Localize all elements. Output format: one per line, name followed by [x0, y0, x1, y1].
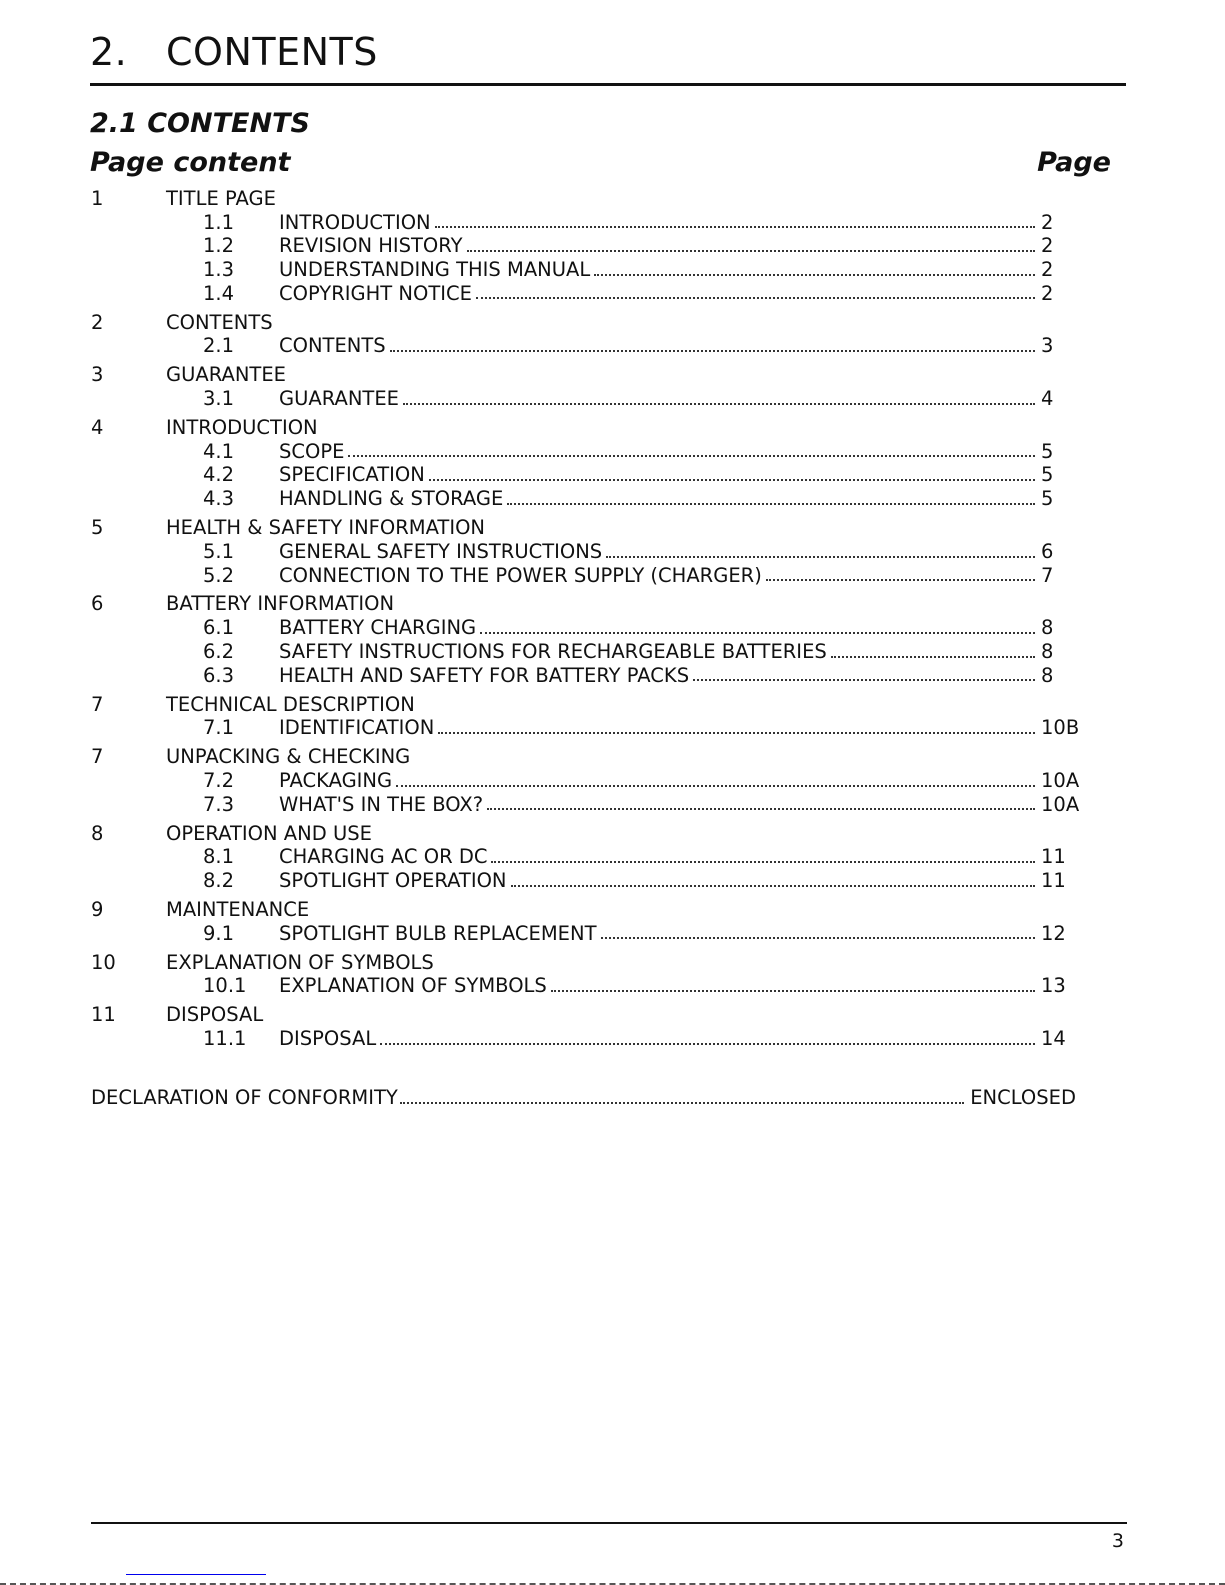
toc-entry[interactable]: [91, 640, 1091, 664]
chapter-title: CONTENTS: [166, 30, 378, 74]
entry-title: CONTENTS: [279, 334, 386, 358]
section-number: 11: [91, 1003, 116, 1027]
section-title: EXPLANATION OF SYMBOLS: [166, 950, 434, 974]
entry-title: PACKAGING: [279, 768, 393, 792]
section-title: GUARANTEE: [166, 363, 286, 387]
dot-leader: [549, 974, 1039, 998]
entry-number: 1.3: [203, 258, 235, 282]
entry-number: 3.1: [203, 387, 235, 411]
column-header-page: Page: [1037, 147, 1111, 178]
entry-page: 2: [1041, 281, 1054, 305]
toc-section[interactable]: [91, 311, 1091, 335]
entry-page: 11: [1041, 845, 1066, 869]
dot-leader: [401, 387, 1039, 411]
toc-entry[interactable]: [91, 845, 1091, 869]
footer-page-number: 3: [1111, 1530, 1124, 1552]
toc-entry[interactable]: [91, 922, 1091, 946]
toc-section[interactable]: [91, 363, 1091, 387]
entry-number: 2.1: [203, 334, 235, 358]
section-title: INTRODUCTION: [166, 416, 318, 440]
declaration-page: ENCLOSED: [970, 1086, 1076, 1109]
toc-section[interactable]: [91, 745, 1091, 769]
entry-page: 2: [1041, 234, 1054, 258]
entry-number: 4.3: [203, 487, 235, 511]
dot-leader: [388, 334, 1039, 358]
entry-page: 5: [1041, 439, 1054, 463]
dot-leader: [485, 793, 1039, 817]
toc-section[interactable]: [91, 822, 1091, 846]
entry-title: CHARGING AC OR DC: [279, 845, 488, 869]
entry-title: INTRODUCTION: [279, 210, 431, 234]
dot-leader: [829, 640, 1039, 664]
toc-entry[interactable]: [91, 334, 1091, 358]
page-title: [90, 30, 378, 74]
toc-section[interactable]: [91, 416, 1091, 440]
entry-number: 6.2: [203, 639, 235, 663]
toc-section[interactable]: [91, 898, 1091, 922]
declaration-title: DECLARATION OF CONFORMITY: [91, 1086, 398, 1109]
entry-page: 10A: [1041, 768, 1080, 792]
section-number: 3: [91, 363, 104, 387]
toc-entry[interactable]: [91, 487, 1091, 511]
section-title: DISPOSAL: [166, 1003, 264, 1027]
toc-section[interactable]: [91, 693, 1091, 717]
dot-leader: [489, 845, 1039, 869]
dot-leader: [436, 716, 1039, 740]
section-title: HEALTH & SAFETY INFORMATION: [166, 516, 486, 540]
entry-number: 6.3: [203, 663, 235, 687]
link-underline: [126, 1574, 266, 1575]
toc-entry[interactable]: [91, 664, 1091, 688]
section-number: 9: [91, 897, 104, 921]
section-heading: 2.1 CONTENTS: [90, 108, 310, 139]
entry-title: REVISION HISTORY: [279, 234, 463, 258]
entry-title: UNDERSTANDING THIS MANUAL: [279, 258, 591, 282]
entry-title: HEALTH AND SAFETY FOR BATTERY PACKS: [279, 663, 690, 687]
entry-page: 10A: [1041, 792, 1080, 816]
section-title: TITLE PAGE: [166, 187, 276, 210]
section-number: 7: [91, 692, 104, 716]
entry-title: SCOPE: [279, 439, 345, 463]
toc-section[interactable]: [91, 187, 1091, 211]
dot-leader: [465, 234, 1040, 258]
entry-page: 11: [1041, 868, 1066, 892]
section-title: BATTERY INFORMATION: [166, 592, 395, 616]
dot-leader: [394, 769, 1039, 793]
section-number: 2: [91, 310, 104, 334]
table-of-contents: [91, 187, 1091, 1051]
toc-entry[interactable]: [91, 387, 1091, 411]
toc-entry[interactable]: [91, 1027, 1091, 1051]
dot-leader: [433, 211, 1039, 235]
entry-page: 5: [1041, 463, 1054, 487]
entry-number: 7.1: [203, 716, 235, 740]
entry-page: 2: [1041, 210, 1054, 234]
entry-number: 10.1: [203, 974, 247, 998]
chapter-number: 2.: [90, 30, 128, 74]
toc-entry[interactable]: [91, 974, 1091, 998]
footer-divider: [91, 1522, 1127, 1524]
toc-entry[interactable]: [91, 440, 1091, 464]
section-number: 7: [91, 745, 104, 769]
dot-leader: [378, 1027, 1039, 1051]
dot-leader: [509, 869, 1039, 893]
entry-page: 2: [1041, 258, 1054, 282]
entry-title: HANDLING & STORAGE: [279, 487, 504, 511]
dot-leader: [427, 463, 1039, 487]
toc-entry[interactable]: [91, 793, 1091, 817]
toc-entry[interactable]: [91, 716, 1091, 740]
dot-leader: [691, 664, 1039, 688]
section-title: MAINTENANCE: [166, 897, 310, 921]
entry-title: GENERAL SAFETY INSTRUCTIONS: [279, 539, 603, 563]
toc-entry[interactable]: [91, 234, 1091, 258]
section-number: 4: [91, 416, 104, 440]
entry-number: 8.1: [203, 845, 235, 869]
entry-title: SAFETY INSTRUCTIONS FOR RECHARGEABLE BATTERIES: [279, 639, 827, 663]
entry-page: 7: [1041, 563, 1054, 587]
dot-leader: [604, 540, 1039, 564]
toc-declaration-row[interactable]: [91, 1086, 1076, 1110]
entry-number: 6.1: [203, 616, 235, 640]
entry-page: 14: [1041, 1026, 1066, 1050]
toc-section[interactable]: [91, 516, 1091, 540]
dot-leader: [346, 440, 1039, 464]
toc-entry[interactable]: [91, 769, 1091, 793]
entry-title: DISPOSAL: [279, 1026, 377, 1050]
section-number: 5: [91, 516, 104, 540]
toc-entry[interactable]: [91, 211, 1091, 235]
entry-page: 13: [1041, 974, 1066, 998]
entry-number: 4.1: [203, 439, 235, 463]
entry-number: 8.2: [203, 868, 235, 892]
toc-entry[interactable]: [91, 258, 1091, 282]
toc-entry[interactable]: [91, 540, 1091, 564]
entry-title: IDENTIFICATION: [279, 716, 435, 740]
entry-page: 4: [1041, 387, 1054, 411]
toc-entry[interactable]: [91, 282, 1091, 306]
entry-page: 5: [1041, 487, 1054, 511]
dot-leader: [474, 282, 1039, 306]
entry-number: 11.1: [203, 1026, 247, 1050]
entry-page: 8: [1041, 616, 1054, 640]
entry-page: 3: [1041, 334, 1054, 358]
entry-title: BATTERY CHARGING: [279, 616, 477, 640]
toc-section[interactable]: [91, 592, 1091, 616]
toc-entry[interactable]: [91, 869, 1091, 893]
column-header-content: Page content: [90, 147, 291, 178]
dot-leader: [592, 258, 1039, 282]
dot-leader: [764, 564, 1039, 588]
entry-page: 12: [1041, 921, 1066, 945]
toc-entry[interactable]: [91, 463, 1091, 487]
header-divider: [90, 83, 1126, 86]
entry-page: 8: [1041, 663, 1054, 687]
entry-number: 7.2: [203, 768, 235, 792]
dot-leader: [599, 922, 1039, 946]
toc-entry[interactable]: [91, 564, 1091, 588]
section-number: 6: [91, 592, 104, 616]
entry-title: SPOTLIGHT OPERATION: [279, 868, 507, 892]
entry-title: COPYRIGHT NOTICE: [279, 281, 472, 305]
section-title: OPERATION AND USE: [166, 821, 372, 845]
entry-number: 7.3: [203, 792, 235, 816]
toc-section[interactable]: [91, 1003, 1091, 1027]
entry-title: CONNECTION TO THE POWER SUPPLY (CHARGER): [279, 563, 762, 587]
entry-title: SPOTLIGHT BULB REPLACEMENT: [279, 921, 597, 945]
entry-number: 5.2: [203, 563, 235, 587]
section-number: 10: [91, 950, 116, 974]
section-number: 1: [91, 187, 104, 210]
dot-leader: [398, 1086, 968, 1110]
entry-page: 6: [1041, 539, 1054, 563]
toc-entry[interactable]: [91, 616, 1091, 640]
section-title: TECHNICAL DESCRIPTION: [166, 692, 415, 716]
section-title: UNPACKING & CHECKING: [166, 745, 411, 769]
entry-number: 1.4: [203, 281, 235, 305]
entry-number: 9.1: [203, 921, 235, 945]
entry-title: GUARANTEE: [279, 387, 399, 411]
entry-page: 8: [1041, 639, 1054, 663]
entry-title: EXPLANATION OF SYMBOLS: [279, 974, 547, 998]
dot-leader: [505, 487, 1039, 511]
entry-title: WHAT'S IN THE BOX?: [279, 792, 484, 816]
dot-leader: [478, 616, 1039, 640]
section-number: 8: [91, 821, 104, 845]
entry-number: 5.1: [203, 539, 235, 563]
section-title: CONTENTS: [166, 310, 273, 334]
entry-number: 4.2: [203, 463, 235, 487]
toc-section[interactable]: [91, 951, 1091, 975]
entry-page: 10B: [1041, 716, 1080, 740]
entry-number: 1.1: [203, 210, 235, 234]
entry-title: SPECIFICATION: [279, 463, 425, 487]
entry-number: 1.2: [203, 234, 235, 258]
